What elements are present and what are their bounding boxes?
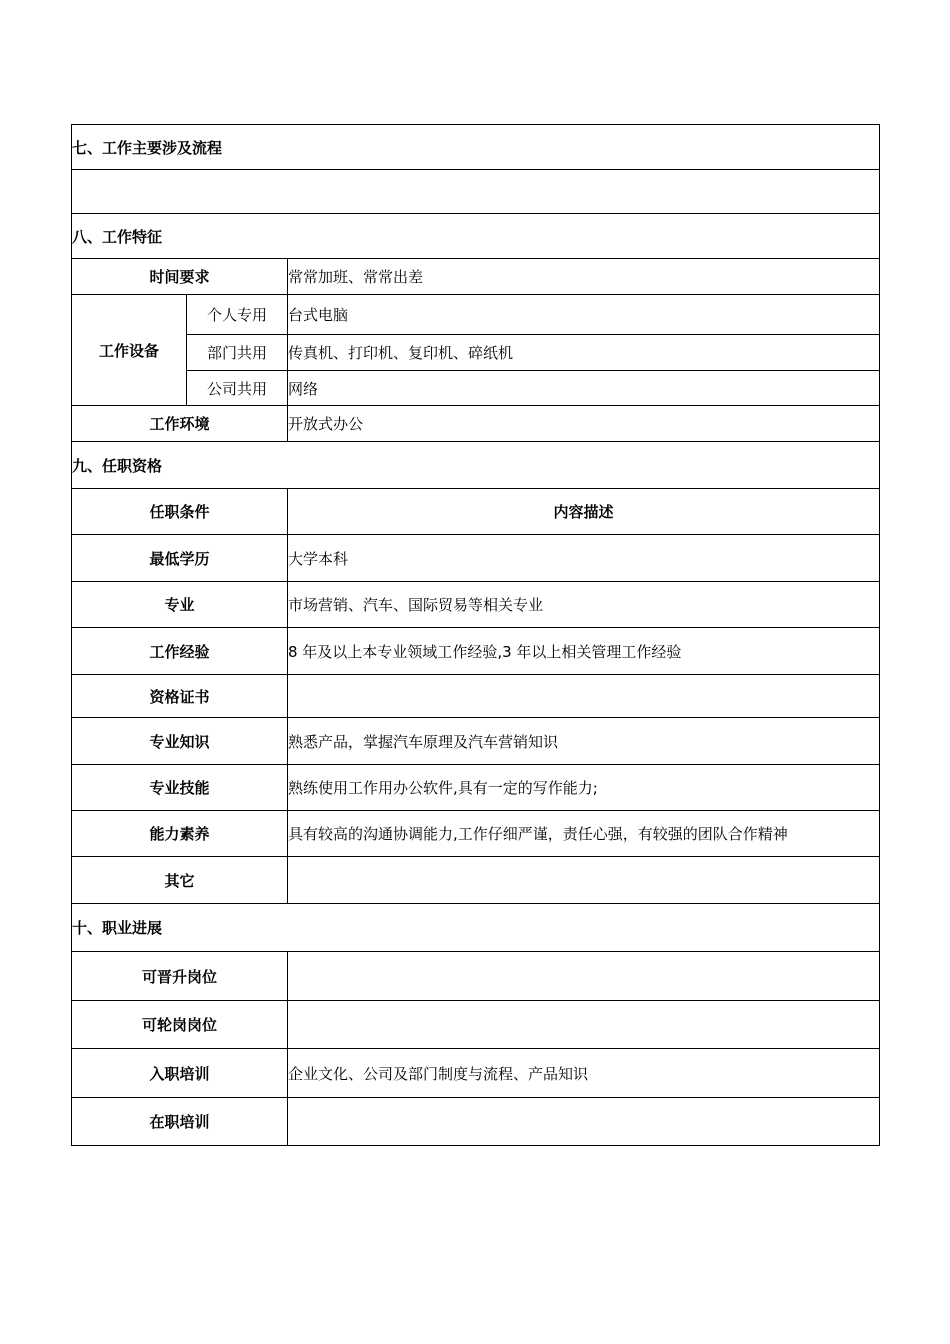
qualification-label: 最低学历 (72, 535, 288, 582)
career-label: 入职培训 (72, 1049, 288, 1098)
qualification-value: 大学本科 (288, 535, 880, 582)
qualification-label: 专业知识 (72, 718, 288, 765)
processes-content (72, 170, 880, 214)
career-label: 在职培训 (72, 1098, 288, 1146)
qualification-value: 熟练使用工作用办公软件,具有一定的写作能力; (288, 765, 880, 811)
qualification-label: 资格证书 (72, 675, 288, 718)
equipment-value-department: 传真机、打印机、复印机、碎纸机 (288, 335, 880, 371)
qualification-header-condition: 任职条件 (72, 489, 288, 535)
qualification-label: 能力素养 (72, 811, 288, 857)
career-value (288, 1098, 880, 1146)
time-requirement-value: 常常加班、常常出差 (288, 259, 880, 295)
work-environment-value: 开放式办公 (288, 406, 880, 442)
equipment-value-company: 网络 (288, 371, 880, 406)
career-value: 企业文化、公司及部门制度与流程、产品知识 (288, 1049, 880, 1098)
qualification-value: 8 年及以上本专业领域工作经验,3 年以上相关管理工作经验 (288, 628, 880, 675)
qualification-value: 市场营销、汽车、国际贸易等相关专业 (288, 582, 880, 628)
qualification-value: 熟悉产品，掌握汽车原理及汽车营销知识 (288, 718, 880, 765)
qualification-value (288, 675, 880, 718)
time-requirement-label: 时间要求 (72, 259, 288, 295)
section-title-processes: 七、工作主要涉及流程 (72, 125, 880, 170)
qualification-label: 专业技能 (72, 765, 288, 811)
qualification-label: 其它 (72, 857, 288, 904)
qualification-header-description: 内容描述 (288, 489, 880, 535)
career-label: 可晋升岗位 (72, 952, 288, 1001)
section-title-qualifications: 九、任职资格 (72, 442, 880, 489)
section-title-career: 十、职业进展 (72, 904, 880, 952)
equipment-type-department: 部门共用 (187, 335, 288, 371)
qualification-label: 专业 (72, 582, 288, 628)
career-value (288, 952, 880, 1001)
qualification-value (288, 857, 880, 904)
qualification-label: 工作经验 (72, 628, 288, 675)
equipment-value-personal: 台式电脑 (288, 295, 880, 335)
career-label: 可轮岗岗位 (72, 1001, 288, 1049)
work-environment-label: 工作环境 (72, 406, 288, 442)
equipment-label: 工作设备 (72, 295, 187, 406)
career-value (288, 1001, 880, 1049)
job-description-table (71, 124, 880, 1146)
equipment-type-personal: 个人专用 (187, 295, 288, 335)
section-title-work-features: 八、工作特征 (72, 214, 880, 259)
equipment-type-company: 公司共用 (187, 371, 288, 406)
qualification-value: 具有较高的沟通协调能力,工作仔细严谨，责任心强，有较强的团队合作精神 (288, 811, 880, 857)
